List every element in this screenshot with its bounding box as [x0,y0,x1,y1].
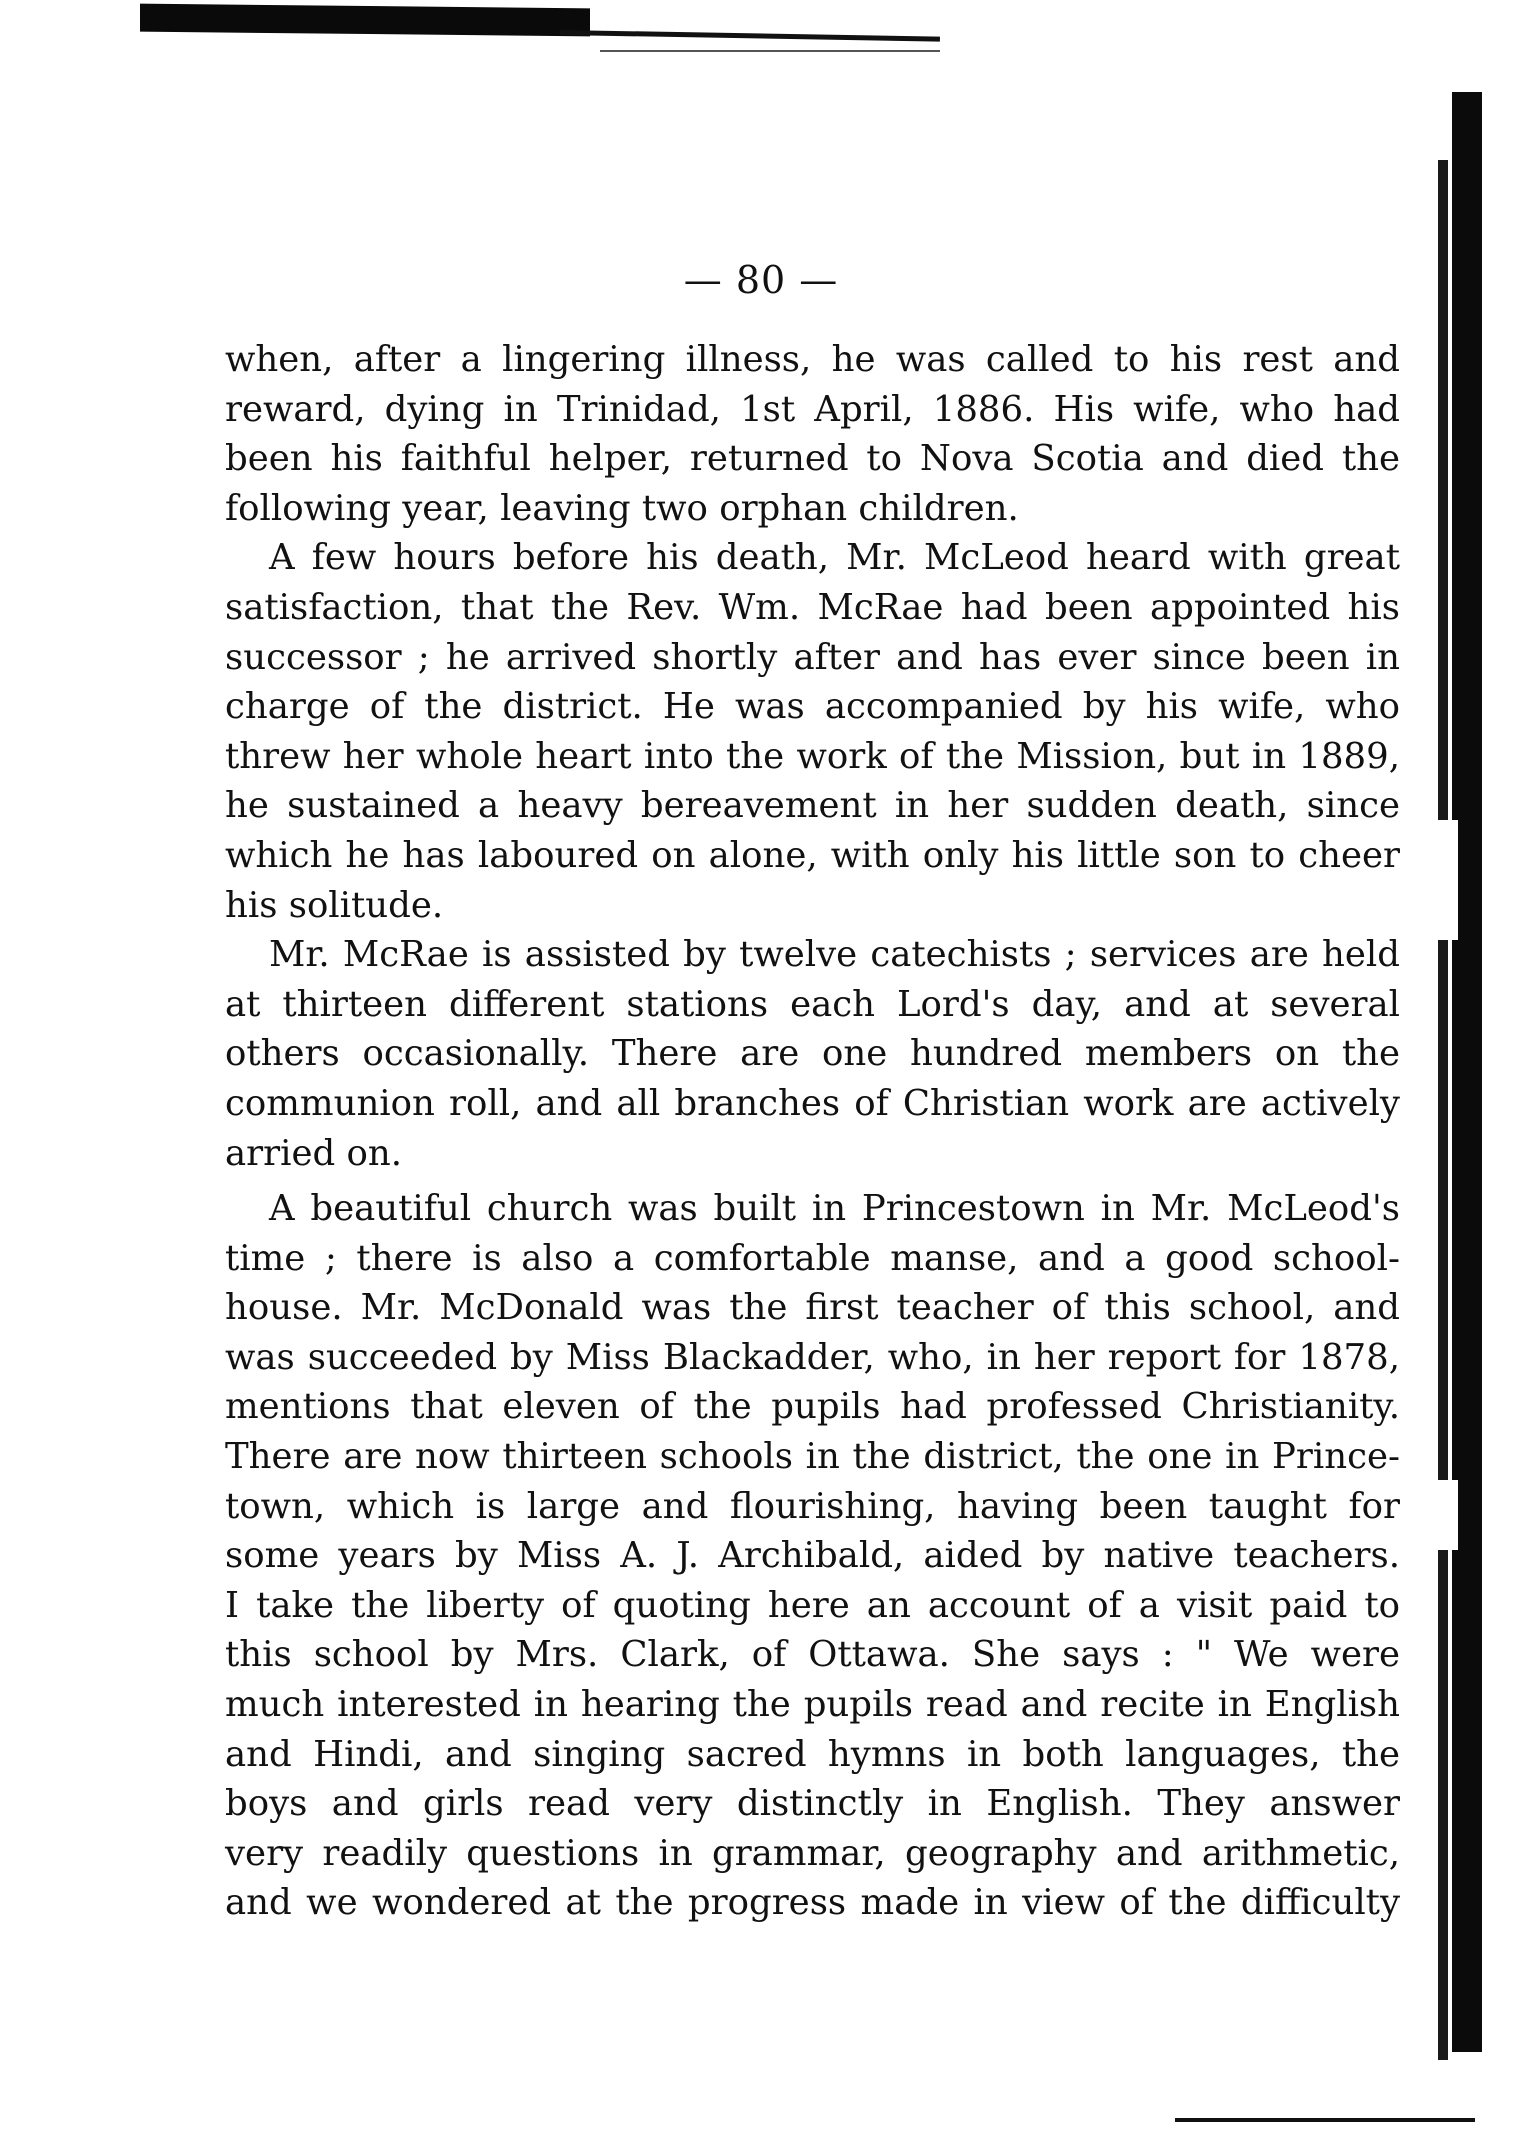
text-line: was succeeded by Miss Blackadder, who, in her report for 1878, [225,1336,1400,1378]
scan-edge-top-line [600,50,940,52]
text-line: been his faithful helper, returned to Nova Scotia and died the [225,438,1400,480]
text-line: A few hours before his death, Mr. McLeod heard with great [269,537,1400,579]
text-line: Mr. McRae is assisted by twelve catechists ; services are held [269,934,1400,976]
scan-edge-right-inner [1438,160,1448,2060]
text-line: this school by Mrs. Clark, of Ottawa. She says : " We were [225,1634,1400,1676]
text-line: charge of the district. He was accompanied by his wife, who [225,686,1400,728]
text-line: town, which is large and flourishing, having been taught for [225,1485,1400,1527]
text-line: and we wondered at the progress made in view of the difficulty [225,1882,1400,1924]
scan-edge-gap [1436,820,1458,940]
scan-edge-top-tail [560,30,940,42]
text-line: at thirteen different stations each Lord's day, and at several [225,983,1400,1025]
text-line: he sustained a heavy bereavement in her sudden death, since [225,785,1400,827]
scan-edge-right [1452,92,1482,2052]
scan-edge-bottom [1175,2118,1475,2122]
text-line: when, after a lingering illness, he was called to his rest and [225,339,1400,380]
page-body [225,335,1400,1928]
text-line: threw her whole heart into the work of the Mission, but in 1889, [225,735,1400,777]
text-line: house. Mr. McDonald was the first teacher of this school, and [225,1287,1400,1329]
text-line: time ; there is also a comfortable manse, and a good school- [225,1237,1400,1279]
text-line: some years by Miss A. J. Archibald, aided by native teachers. [225,1535,1400,1577]
text-line: boys and girls read very distinctly in English. They answer [225,1783,1400,1825]
text-line: A beautiful church was built in Princestown in Mr. McLeod's [269,1188,1400,1230]
page-number: — 80 — [683,258,839,302]
text-line: satisfaction, that the Rev. Wm. McRae had been appointed his [225,586,1400,628]
text-line: which he has laboured on alone, with only his little son to cheer [225,834,1400,876]
text-line: mentions that eleven of the pupils had professed Christianity. [225,1386,1400,1428]
text-line: and Hindi, and singing sacred hymns in both languages, the [225,1733,1400,1775]
text-line: his solitude. [225,884,444,926]
text-line: arried on. [225,1132,402,1174]
text-line: very readily questions in grammar, geography and arithmetic, [225,1832,1400,1874]
text-line: successor ; he arrived shortly after and has ever since been in [225,636,1400,678]
text-line: There are now thirteen schools in the district, the one in Prince- [225,1436,1400,1478]
text-line: reward, dying in Trinidad, 1st April, 1886. His wife, who had [225,388,1400,430]
text-line: others occasionally. There are one hundred members on the [225,1033,1400,1075]
text-line: following year, leaving two orphan children. [225,487,1019,529]
text-line: much interested in hearing the pupils read and recite in English [225,1684,1400,1726]
text-line: I take the liberty of quoting here an account of a visit paid to [225,1584,1400,1626]
scan-edge-gap [1436,1480,1458,1550]
scan-edge-top [140,4,590,37]
text-line: communion roll, and all branches of Christian work are actively [225,1082,1400,1124]
